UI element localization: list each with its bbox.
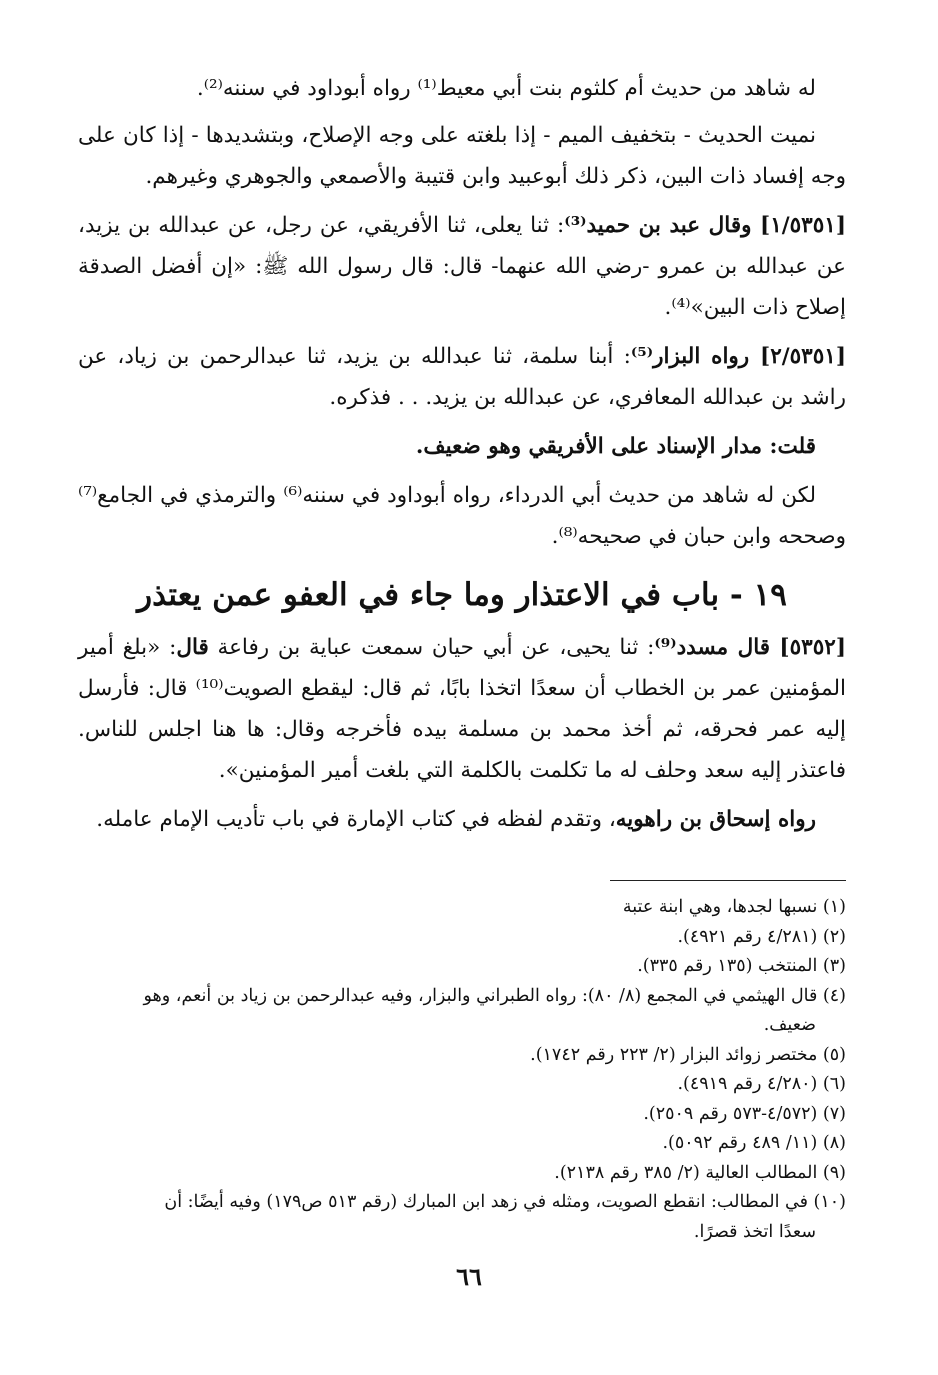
paragraph-2-text: نميت الحديث - بتخفيف الميم - إذا بلغته على وجه الإصلاح، وبتشديدها - إذا كان على وجه إفساد ذات البين، ذكر ذلك أبوعبيد وابن قتيبة والأصمعي والجوهري وغيرهم. [78,123,846,189]
page-number: ٦٦ [456,1262,482,1291]
hadith-5352 [78,627,846,791]
footnote-5-text: (٥) مختصر زوائد البزار (٢/ ٢٢٣ رقم ١٧٤٢). [530,1044,846,1065]
footnote-9-text: (٩) المطالب العالية (٢/ ٣٨٥ رقم ٢١٣٨). [554,1162,846,1183]
hadith-5351-2-text: : أبنا سلمة، ثنا عبدالله بن يزيد، ثنا عبدالرحمن بن زياد، عن راشد بن عبدالله المعافري، عن عبدالله بن يزيد. . . فذكره. [78,344,846,410]
footnote-10 [78,1188,846,1247]
paragraph-shahid-text: لكن له شاهد من حديث أبي الدرداء، رواه أبوداود في سننه⁽⁶⁾ والترمذي في الجامع⁽⁷⁾ وصححه وابن حبان في صحيحه⁽⁸⁾. [78,483,846,549]
hadith-5352-qal: قال [176,635,209,660]
hadith-5351-1-text: : ثنا يعلى، ثنا الأفريقي، عن رجل، عن عبدالله بن يزيد، عن عبدالله بن عمرو -رضي الله عنهما- قال: قال رسول الله ﷺ: «إن أفضل الصدقة إصلاح ذات البين»⁽⁴⁾. [78,213,846,320]
page-body [78,68,846,1247]
paragraph-1-text: له شاهد من حديث أم كلثوم بنت أبي معيط⁽¹⁾ رواه أبوداود في سننه⁽²⁾. [196,76,816,101]
footnote-4 [78,982,846,1041]
footnote-6-text: (٦) (٤/٢٨٠ رقم ٤٩١٩). [677,1074,846,1094]
hadith-5351-1 [78,205,846,328]
footnote-4-continuation: ضعيف. [763,1015,816,1035]
paragraph-2 [78,115,846,197]
footnote-10-text: (١٠) في المطالب: انقطع الصويت، ومثله في زهد ابن المبارك (رقم ٥١٣ ص١٧٩) وفيه أيضًا: أن [164,1192,846,1212]
paragraph-rawah-text: ، وتقدم لفظه في كتاب الإمارة في باب تأديب الإمام عامله. [96,807,616,832]
hadith-5351-1-lead: [١/٥٣٥١] وقال عبد بن حميد⁽³⁾ [564,213,846,238]
footnote-6 [78,1070,846,1100]
paragraph-1 [78,68,846,109]
footnotes [78,893,846,1247]
comment-text: قلت: مدار الإسناد على الأفريقي وهو ضعيف. [415,434,816,459]
footnote-2 [78,923,846,953]
hadith-5352-lead: [٥٣٥٢] قال مسدد⁽⁹⁾ [654,635,846,660]
footnote-5 [78,1041,846,1071]
footnote-7-text: (٧) (٤/٥٧٢-٥٧٣ رقم ٢٥٠٩). [643,1103,846,1124]
comment-paragraph [78,426,846,467]
hadith-5352-text: : «بلغ أمير المؤمنين عمر بن الخطاب أن سعدًا اتخذا بابًا، ثم قال: ليقطع الصويت⁽¹⁰⁾ قال: فأرسل إليه عمر فحرقه، ثم أخذ محمد بن مسلمة بيده فأخرجه وقال: ها هنا اجلس للناس. فاعتذر إليه سعد وحلف له ما تكلمت بالكلمة التي بلغت أمير المؤمنين». [78,635,846,783]
hadith-5352-chain: : ثنا يحيى، عن أبي حيان سمعت عباية بن رفاعة [208,635,655,660]
footnote-4-text: (٤) قال الهيثمي في المجمع (٨/ ٨٠): رواه الطبراني والبزار، وفيه عبدالرحمن بن زياد بن أنعم، وهو [143,985,846,1006]
footnote-1-text: (١) نسبها لجدها، وهي ابنة عتبة [622,897,846,917]
paragraph-rawah-lead: رواه إسحاق بن راهويه [615,807,816,832]
footnote-3 [78,952,846,982]
paragraph-shahid [78,475,846,557]
chapter-heading: ١٩ - باب في الاعتذار وما جاء في العفو عمن يعتذر [137,577,787,613]
hadith-5351-2 [78,336,846,418]
footnote-8-text: (٨) (١١/ ٤٨٩ رقم ٥٠٩٢). [662,1133,846,1153]
footnote-divider [610,880,846,881]
footnote-9 [78,1159,846,1189]
footnote-10-continuation: سعدًا اتخذ قصرًا. [693,1221,816,1242]
footnote-3-text: (٣) المنتخب (١٣٥ رقم ٣٣٥). [637,956,846,976]
footnote-2-text: (٢) (٤/٢٨١ رقم ٤٩٢١). [677,926,846,947]
footnote-7 [78,1100,846,1130]
footnote-1 [78,893,846,923]
footnote-8 [78,1129,846,1159]
paragraph-rawah [78,799,846,840]
hadith-5351-2-lead: [٢/٥٣٥١] رواه البزار⁽⁵⁾ [630,344,847,369]
